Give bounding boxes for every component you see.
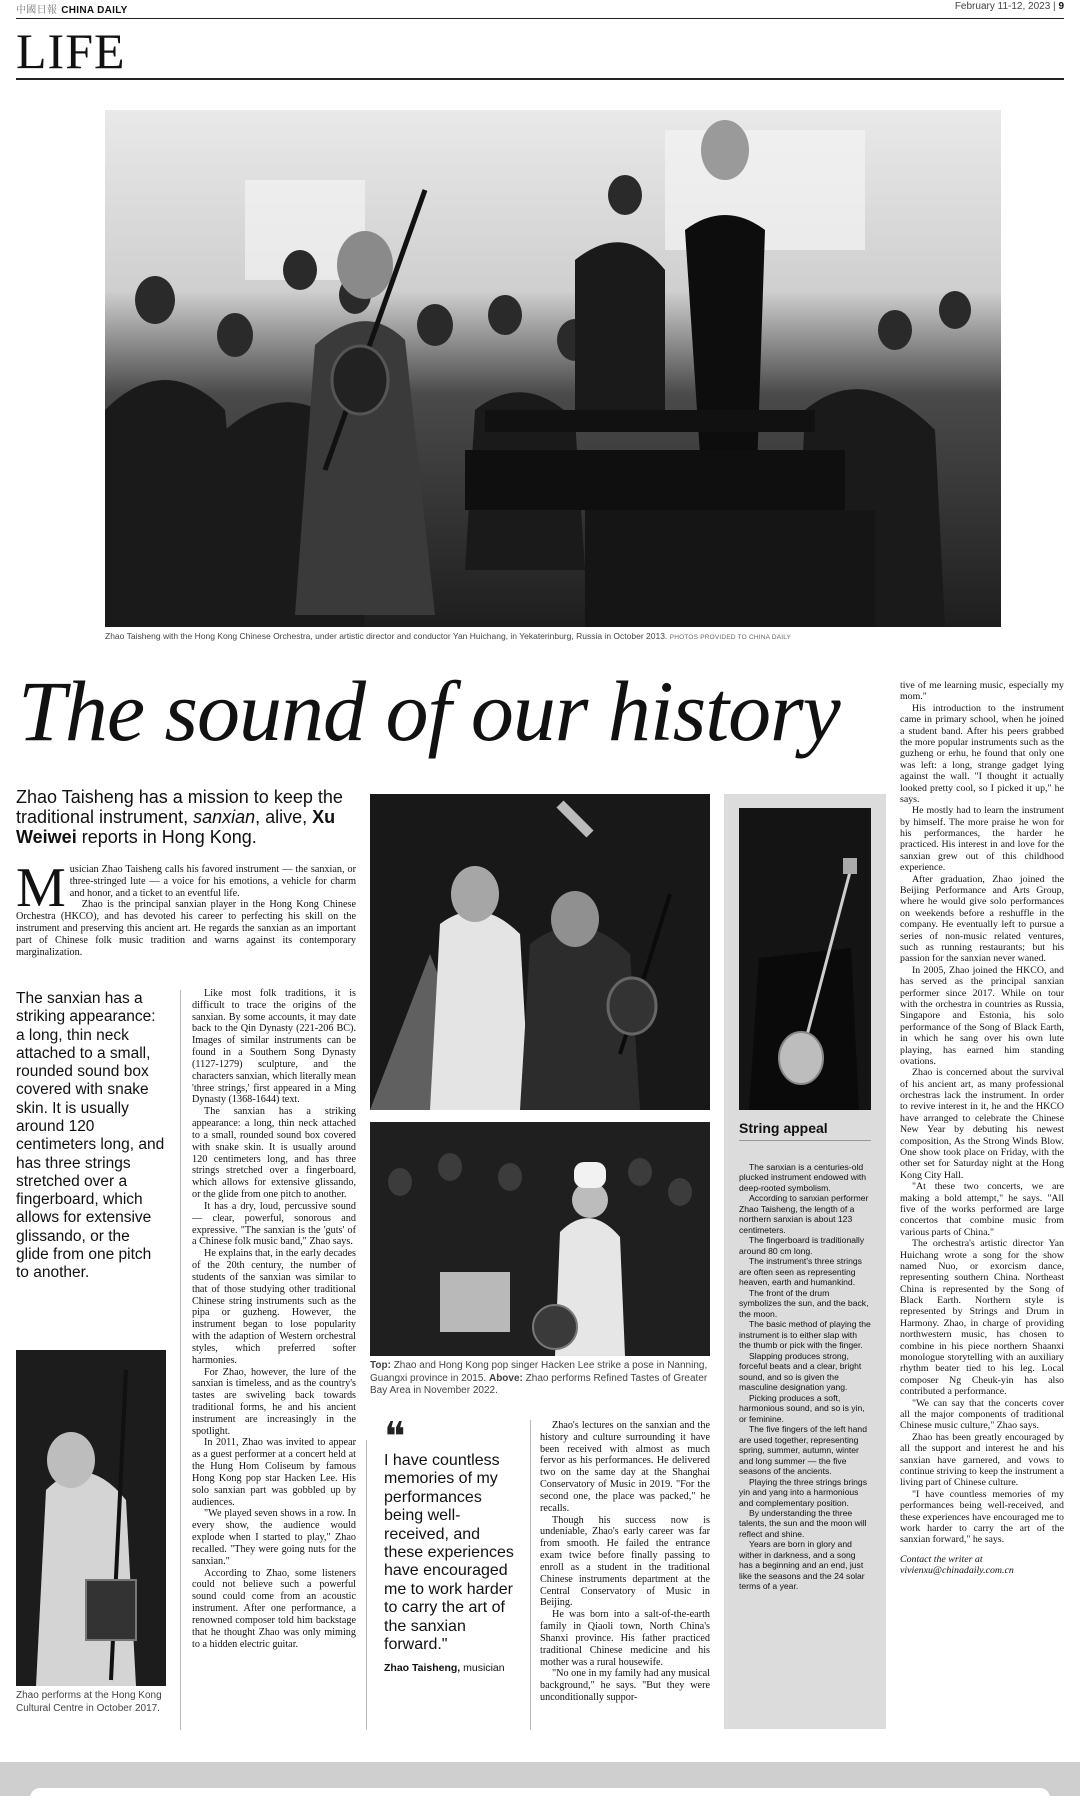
issue-date: February 11-12, 2023 [954, 1, 1051, 12]
quote-name: Zhao Taisheng, [384, 1662, 461, 1675]
main-photo-caption [105, 631, 1001, 642]
body-column-6 [900, 680, 1064, 1576]
center-bottom-photo [370, 1122, 710, 1356]
deck-text-3: reports in Hong Kong. [76, 826, 257, 847]
quote-box [384, 1414, 522, 1675]
center-top-photo [370, 794, 710, 1110]
section-divider [16, 78, 1064, 80]
sidebar-paragraph-12: Years are born in glory and wither in darkness, and a song has a beginning and an end, just like the seasons and the 24 solar terms of a year. [739, 1539, 865, 1592]
chinese-logo: 中國日報 [16, 5, 58, 16]
separator: | [1053, 1, 1056, 12]
left-photo [16, 1350, 166, 1686]
deck-term: sanxian [193, 806, 256, 827]
col6-paragraph-4: After graduation, Zhao joined the Beijing Performance and Arts Group, where he would give solo performances on weekends before a reshuffle in the company. He eventually left to pursue a series of non-music related ventures, such as running restaurants; but his passion for the sanxian never waned. [900, 873, 1064, 965]
quote-mark-icon: ❝ [384, 1414, 406, 1459]
masthead-left [16, 1, 128, 16]
sidebar-paragraph-9: The five fingers of the left hand are used together, representing spring, summer, autumn, winter and long summer — the five seasons of the ancients. [739, 1424, 867, 1477]
sidebar-title: String appeal [739, 1120, 871, 1141]
above-label: Above: [488, 1372, 523, 1384]
pull-quote: The sanxian has a striking appearance: a long, thin neck attached to a small, rounded sound box covered with snake skin. It is usually around 120 centimeters long, and has three strings stretched over a fingerboard, which allows for extensive glissando, or the glide from one pitch to another. [16, 990, 165, 1282]
col2-paragraph-3: It has a dry, loud, percussive sound — clear, powerful, sonorous and expressive. "The sanxian is the 'guts' of a Chinese folk music band," Zhao says. [192, 1200, 356, 1248]
col6-paragraph-9: "We can say that the concerts cover all the major components of traditional Chinese music culture," Zhao says. [900, 1397, 1064, 1432]
intro-paragraphs [16, 857, 356, 959]
column-rule [530, 1420, 531, 1730]
intro-paragraph-2: Zhao is the principal sanxian player in the Hong Kong Chinese Orchestra (HKCO), and has devoted his career to perfecting his skill on the instrument and preserving this ancient art. He regards the sanxian as an important part of Chinese folk music tradition and warns against its contemporary marginalization. [16, 899, 356, 958]
deck-author: Xu Weiwei [16, 806, 336, 847]
sidebar-paragraph-3: The fingerboard is traditionally around 80 cm long. [739, 1235, 865, 1256]
performer-image [16, 1350, 166, 1686]
section-title: LIFE [16, 23, 126, 79]
intro-paragraph-1: usician Zhao Taisheng calls his favored instrument — the sanxian, or three-stringed lute — a voice for his emotions, a vehicle for charm and honor, and a ticket to an eventful life. [69, 864, 356, 899]
main-caption-text: Zhao Taisheng with the Hong Kong Chinese Orchestra, under artistic director and conductor Yan Huichang, in Yekaterinburg, Russia in October 2013. [105, 631, 668, 641]
page-number: 9 [1058, 1, 1064, 12]
sidebar-paragraph-7: Slapping produces strong, forceful beats and a clear, bright sound, and so is given the masculine designation yang. [739, 1350, 862, 1393]
col6-paragraph-2: His introduction to the instrument came in primary school, when he joined a student band. After his peers grabbed the more popular instruments such as the guzheng or erhu, he found that only one was left: a long, strange gadget lying against the wall. "I thought it actually looked pretty cool, so I picked it up," he says. [900, 702, 1064, 805]
masthead-right [955, 1, 1064, 12]
col6-paragraph-7: "At these two concerts, we are making a bold attempt," he says. "All five of the works performed are large concertos that combine music from various parts of China." [900, 1181, 1064, 1238]
sanxian-image [739, 808, 871, 1110]
sidebar-paragraph-8: Picking produces a soft, harmonious sound, and so is yin, or feminine. [739, 1392, 865, 1424]
sidebar-paragraph-10: Playing the three strings brings yin and yang into a harmonious and complementary position. [739, 1476, 867, 1508]
sidebar-paragraph-5: The front of the drum symbolizes the sun, and the back, the moon. [739, 1287, 869, 1319]
top-caption-text: Zhao and Hong Kong pop singer Hacken Lee strike a pose in Nanning, Guangxi province in 2015. [370, 1360, 708, 1384]
sidebar-paragraph-2: According to sanxian performer Zhao Taisheng, the length of a northern sanxian is about 123 centimeters. [739, 1193, 869, 1235]
col4-paragraph-3: He was born into a salt-of-the-earth family in Qiaoli town, North China's Shanxi province. His father practiced traditional Chinese medicine and his mother was a rural housewife. [540, 1609, 710, 1668]
sidebar-paragraph-6: The basic method of playing the instrument is to either slap with the thumb or pick with the finger. [739, 1319, 871, 1351]
contact-email[interactable]: vivienxu@chinadaily.com.cn [900, 1565, 1014, 1577]
col6-paragraph-11: "I have countless memories of my performances being well-received, and these experiences have encouraged me to work harder to carry the art of the sanxian forward," he says. [900, 1488, 1064, 1546]
quote-attribution [384, 1662, 522, 1674]
col2-paragraph-2: The sanxian has a striking appearance: a long, thin neck attached to a small, rounded sound box covered with snake skin. It is usually around 120 centimeters long, and has three strings stretched over a fingerboard, which allows for extensive glissando, or the glide from one pitch to another. [192, 1106, 356, 1201]
body-column-2 [192, 988, 356, 1650]
col6-paragraph-1: tive of me learning music, especially my mom." [900, 680, 1064, 703]
orchestra-image [105, 110, 1001, 627]
col2-paragraph-1: Like most folk traditions, it is difficult to trace the origins of the sanxian. By some accounts, it may date back to the Qin Dynasty (221-206 BC). Images of similar instruments can be found in a Southern Song Dynasty (1127-1279) sculpture, and the characters sanxian, which literally mean 'three strings,' first appeared in a Ming Dynasty (1368-1644) text. [192, 988, 356, 1106]
sidebar-box [724, 794, 886, 1729]
above-caption-text: Zhao performs Refined Tastes of Greater Bay Area in November 2022. [370, 1372, 708, 1396]
sidebar-paragraph-11: By understanding the three talents, the sun and the moon will reflect and shine. [739, 1507, 867, 1539]
deck-text-2: , alive, [255, 806, 313, 827]
photo-credit: PHOTOS PROVIDED TO CHINA DAILY [669, 634, 792, 641]
col2-paragraph-5: For Zhao, however, the lure of the sanxian is timeless, and as the country's tastes are swiveling back towards traditional forms, he and his ancient instrument are increasingly in the spotlight. [192, 1366, 356, 1437]
drop-cap: M [16, 857, 66, 919]
footer-strip [0, 1762, 1080, 1796]
col6-paragraph-8: The orchestra's artistic director Yan Huichang wrote a song for the show named Nuo, or exorcism dance, representing southern China. Northeast China is represented by the Song of Black Earth. Northern style is represented by Strings and Drum in Harmony. Zhao, in charge of providing northwestern music, has chosen to combine in his piece northern Shaanxi monologue storytelling with an auxiliary rhythm beater tied to his leg. Local composer Ng Cheuk-yin has also contributed a performance. [900, 1238, 1064, 1398]
col2-paragraph-8: According to Zhao, some listeners could not believe such a powerful sound could come from an acoustic instrument. After one performance, a renowned composer told him backstage that he thought Zhao was only miming to a hidden electric guitar. [192, 1567, 356, 1650]
body-column-4 [540, 1420, 710, 1704]
main-photo [105, 110, 1001, 627]
col2-paragraph-4: He explains that, in the early decades of the 20th century, the number of students of the sanxian was similar to that of those studying other traditional Chinese string instruments such as the pipa or guzheng. However, the instrument began to lose popularity with the adaption of Western orchestral styles, which preferred softer harmonies. [192, 1248, 356, 1366]
quote-role: musician [460, 1662, 505, 1675]
contact-line [900, 1554, 1064, 1577]
col6-paragraph-3: He mostly had to learn the instrument by himself. The more praise he won for his performances, the harder he practiced. His interest in and love for the sanxian grew out of this childhood experience. [900, 805, 1064, 874]
contact-label: Contact the writer at [900, 1553, 983, 1565]
col6-paragraph-10: Zhao has been greatly encouraged by all the support and interest he and his sanxian have garnered, and vows to continue striving to keep the instrument a living part of Chinese culture. [900, 1431, 1064, 1489]
col6-paragraph-5: In 2005, Zhao joined the HKCO, and has served as the principal sanxian performer since 2017. While on tour with the orchestra in countries as Russia, Singapore and Estonia, his solo performance of the Song of Black Earth, in which he sang over his own lute playing, has earned him standing ovations. [900, 964, 1064, 1067]
top-label: Top: [370, 1360, 391, 1371]
masthead [16, 0, 1064, 19]
sidebar-paragraph-4: The instrument's three strings are often seen as representing heaven, earth and humankind. [739, 1256, 862, 1288]
col4-paragraph-1: Zhao's lectures on the sanxian and the history and culture surrounding it have been received with almost as much fervor as his performances. He delivered two on the same day at the Shanghai Conservatory of Music in 2019. "For the second one, the place was packed," he recalls. [540, 1420, 710, 1514]
quote-text: I have countless memories of my performances being well-received, and these experiences have encouraged me to work harder to carry the art of the sanxian forward." [384, 1452, 514, 1653]
left-photo-caption: Zhao performs at the Hong Kong Cultural Centre in October 2017. [16, 1690, 162, 1714]
pop-singer-image [370, 794, 710, 1110]
headline: The sound of our history [18, 663, 840, 759]
col2-paragraph-6: In 2011, Zhao was invited to appear as a guest performer at a concert held at the Hung Hom Coliseum by famous Hong Kong pop star Hacken Lee. His solo sanxian part was gobbled up by audiences. [192, 1437, 356, 1508]
footer-bar [30, 1788, 1050, 1808]
sidebar-paragraph-1: The sanxian is a centuries-old plucked instrument endowed with deep-rooted symbolism. [739, 1162, 867, 1193]
deck-text-1: Zhao Taisheng has a mission to keep the traditional instrument, [16, 787, 343, 827]
sidebar-photo [739, 808, 871, 1110]
paper-name: CHINA DAILY [61, 5, 128, 16]
sidebar-body [739, 1162, 871, 1592]
center-photo-caption [370, 1360, 710, 1398]
concert-image [370, 1122, 710, 1356]
col4-paragraph-2: Though his success now is undeniable, Zhao's early career was far from smooth. He failed the entrance exam twice before finally passing to enroll as a student in the traditional Chinese instruments department at the Central Conservatory of Music in Beijing. [540, 1514, 710, 1609]
col6-paragraph-6: Zhao is concerned about the survival of his ancient art, as many professional orchestras lack the instrument. In order to revive interest in it, he and the HKCO have arranged to celebrate the Chinese New Year by debuting his newest composition, As the Strong Winds Blow. One show took place on Friday, with the other set for Saturday night at the Hong Kong City Hall. [900, 1067, 1064, 1181]
column-rule [366, 1440, 367, 1730]
deck [16, 788, 356, 847]
col2-paragraph-7: "We played seven shows in a row. In every show, the audience would explode when I started to play," Zhao recalled. "They were going nuts for the sanxian." [192, 1508, 356, 1567]
col4-paragraph-4: "No one in my family had any musical background," he says. "But they were unconditionally suppor- [540, 1668, 710, 1704]
column-rule [180, 990, 181, 1730]
